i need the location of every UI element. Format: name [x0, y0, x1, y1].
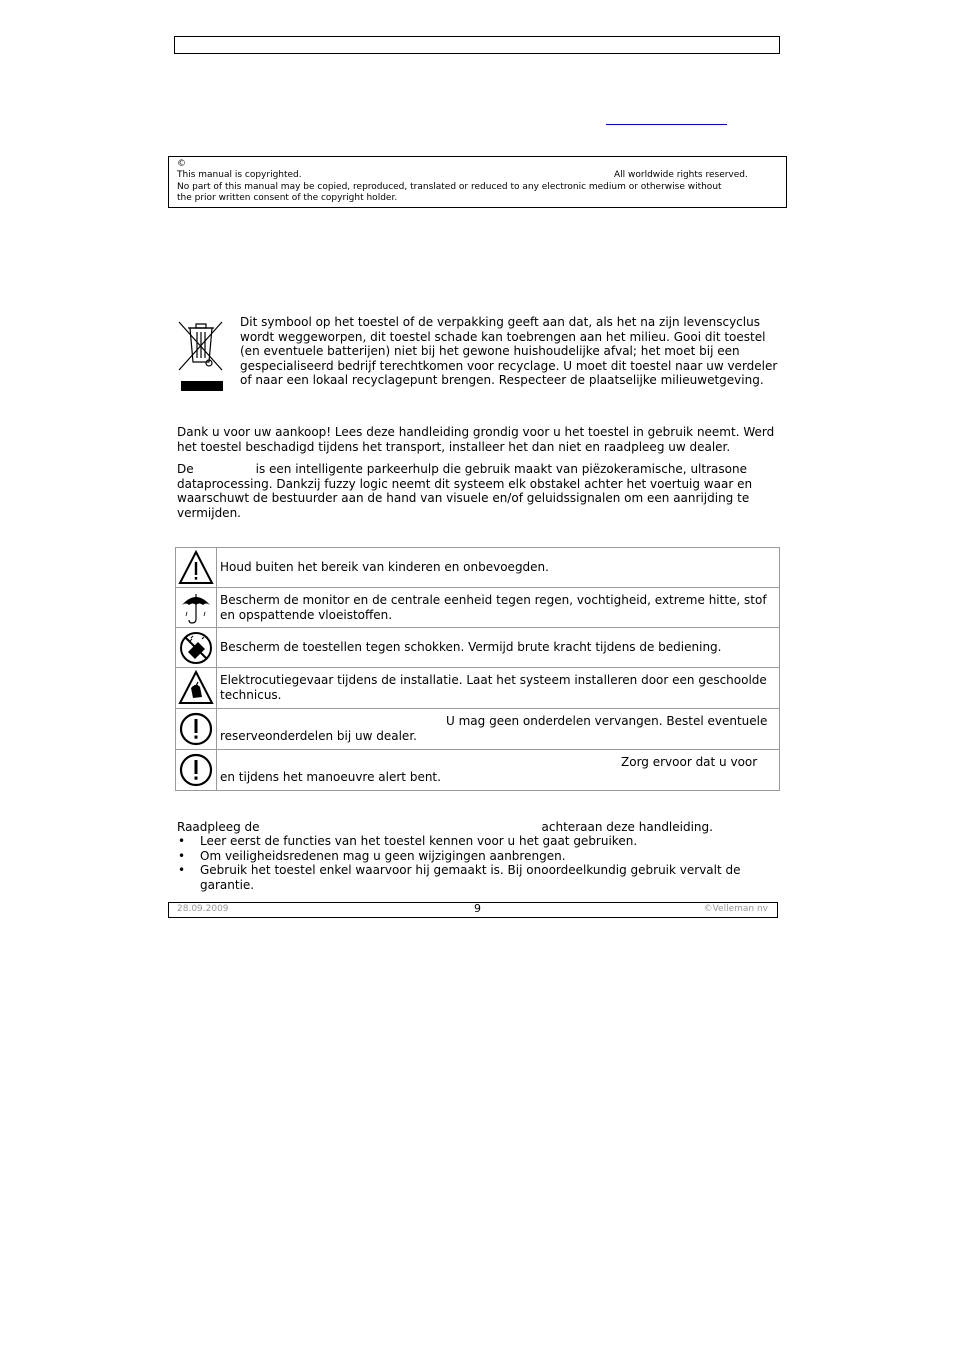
guidelines-lead-b: achteraan deze handleiding.: [541, 820, 713, 834]
page-footer: [168, 902, 778, 918]
no-shock-icon: [178, 630, 214, 666]
header-box: [174, 36, 780, 54]
list-item: • Om veiligheidsredenen mag u geen wijzigingen aanbrengen.: [177, 849, 777, 864]
safety-icon-cell: [176, 750, 217, 791]
safety-row: [176, 628, 780, 668]
exclamation-circle-icon: [178, 752, 214, 788]
weee-disposal-text: Dit symbool op het toestel of de verpakking geeft aan dat, als het na zijn levenscyclus wordt weggeworpen, dit toestel schade kan toebrengen aan het milieu. Gooi dit toestel (en eventuele batterijen) niet bij het gewone huishoudelijke afval; het moet bij een gespecialiseerd bedrijf terechtkomen voor recyclage. U moet dit toestel naar uw verdeler of naar een lokaal recyclagepunt brengen. Respecteer de plaatselijke milieuwetgeving.: [240, 315, 778, 387]
product-description-body: is een intelligente parkeerhulp die gebruik maakt van piëzokeramische, ultrasone dataprocessing. Dankzij fuzzy logic neemt dit systeem elk obstakel achter het voertuig waar en waarschuwt de bestuurder aan de hand van visuele en/of geluidssignalen om een aanrijding te vermijden.: [177, 462, 753, 520]
guidelines-lead: [177, 820, 777, 835]
safety-icon-cell: [176, 548, 217, 588]
safety-text: Houd buiten het bereik van kinderen en onbevoegden.: [217, 548, 780, 588]
safety-text: [217, 709, 780, 750]
guidelines-lead-a: Raadpleeg de: [177, 820, 260, 834]
safety-text: Elektrocutiegevaar tijdens de installatie. Laat het systeem installeren door een geschoolde technicus.: [217, 668, 780, 709]
copyright-line1-right: All worldwide rights reserved.: [614, 170, 748, 180]
list-item: • Gebruik het toestel enkel waarvoor hij gemaakt is. Bij onoordeelkundig gebruik vervalt de garantie.: [177, 863, 777, 892]
safety-row: [176, 548, 780, 588]
copyright-symbol: ©: [177, 159, 186, 169]
safety-text: [217, 750, 780, 791]
safety-text-part-b: en tijdens het manoeuvre alert bent.: [220, 770, 441, 784]
safety-instructions-table: [175, 547, 780, 791]
warning-triangle-icon: [178, 550, 214, 586]
umbrella-icon: [179, 590, 213, 626]
hyperlink-underline[interactable]: [606, 124, 727, 125]
list-item: • Leer eerst de functies van het toestel kennen voor u het gaat gebruiken.: [177, 834, 777, 849]
safety-row: [176, 588, 780, 628]
safety-icon-cell: [176, 628, 217, 668]
intro-paragraph: Dank u voor uw aankoop! Lees deze handleiding grondig voor u het toestel in gebruik neemt. Werd het toestel beschadigd tijdens het transport, installeer het dan niet en raadpleeg uw dealer.: [177, 425, 775, 454]
copyright-line2: No part of this manual may be copied, reproduced, translated or reduced to any electronic medium or otherwise without: [177, 182, 722, 192]
footer-date: 28.09.2009: [177, 904, 229, 914]
safety-text-part-b: reserveonderdelen bij uw dealer.: [220, 729, 417, 743]
safety-icon-cell: [176, 668, 217, 709]
safety-icon-cell: [176, 709, 217, 750]
page-number: 9: [474, 902, 481, 915]
electrocution-warning-icon: [178, 670, 214, 706]
copyright-line1-left: This manual is copyrighted.: [177, 170, 302, 180]
copyright-notice: [168, 156, 787, 208]
product-description: [177, 462, 777, 520]
footer-copyright: ©Velleman nv: [703, 904, 768, 914]
safety-text-part-a: Zorg ervoor dat u voor: [621, 755, 758, 769]
safety-row: [176, 668, 780, 709]
crossed-out-wheelie-bin-icon: [176, 318, 226, 394]
safety-icon-cell: [176, 588, 217, 628]
safety-text: Bescherm de toestellen tegen schokken. Vermijd brute kracht tijdens de bediening.: [217, 628, 780, 668]
safety-row: [176, 709, 780, 750]
safety-row: [176, 750, 780, 791]
copyright-line3: the prior written consent of the copyright holder.: [177, 193, 398, 203]
exclamation-circle-icon: [178, 711, 214, 747]
guidelines-list: [177, 834, 777, 892]
product-description-lead: De: [177, 462, 194, 476]
safety-text: Bescherm de monitor en de centrale eenheid tegen regen, vochtigheid, extreme hitte, stof en opspattende vloeistoffen.: [217, 588, 780, 628]
safety-text-part-a: U mag geen onderdelen vervangen. Bestel eventuele: [446, 714, 768, 728]
